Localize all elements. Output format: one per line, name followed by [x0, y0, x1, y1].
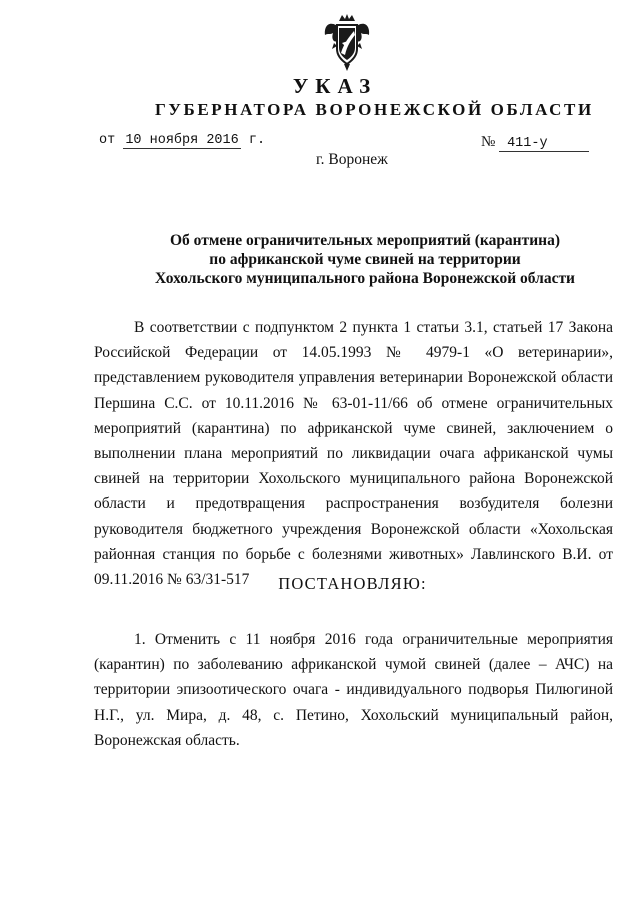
heading-line: Хохольского муниципального района Воронежской области — [155, 270, 575, 287]
coat-of-arms-icon — [322, 13, 372, 73]
document-subtitle: ГУБЕРНАТОРА ВОРОНЕЖСКОЙ ОБЛАСТИ — [155, 100, 594, 119]
document-title: УКАЗ — [292, 74, 378, 98]
date-value: 10 ноября 2016 — [125, 133, 239, 148]
number-line — [481, 134, 589, 152]
date-suffix: г. — [248, 133, 266, 148]
number-prefix: № — [481, 134, 496, 150]
number-value: 411-у — [499, 136, 589, 152]
heading-line: Об отмене ограничительных мероприятий (карантина) — [169, 232, 561, 249]
item-1: 1. Отменить с 11 ноября 2016 года ограничительные мероприятия (карантин) по заболеванию африканской чумой свиней (далее – АЧС) на территории эпизоотического очага - индивидуального подворья Пилюгиной Н.Г., ул. Мира, д. 48, с. Петино, Хохольский муниципальный район, Воронежская область. — [94, 631, 613, 749]
intro-paragraph: В соответствии с подпунктом 2 пункта 1 статьи 3.1, статьей 17 Закона Российской Федерации от 14.05.1993 № 4979-1 «О ветеринарии», представлением руководителя управления ветеринарии Воронежской области Першина С.С. от 10.11.2016 № 63-01-11/66 об отмене ограничительных мероприятий (карантина) по африканской чуме свиней, заключением о выполнении плана мероприятий по ликвидации очага африканской чумы свиней на территории Хохольского муниципального района Воронежской области и предотвращения распространения возбудителя болезни руководителя бюджетного учреждения Воронежской области «Хохольская районная станция по борьбе с болезнями животных» Лавлинского В.И. от 09.11.2016 № 63/31-517 — [94, 319, 613, 589]
date-line — [99, 133, 265, 149]
heading-line: по африканской чуме свиней на территории — [209, 251, 521, 268]
item-section — [94, 627, 613, 753]
city: г. Воронеж — [316, 151, 388, 168]
decree-word: ПОСТАНОВЛЯЮ: — [278, 574, 427, 593]
date-prefix: от — [99, 133, 116, 148]
document-heading — [80, 231, 640, 288]
intro-section — [94, 315, 613, 592]
